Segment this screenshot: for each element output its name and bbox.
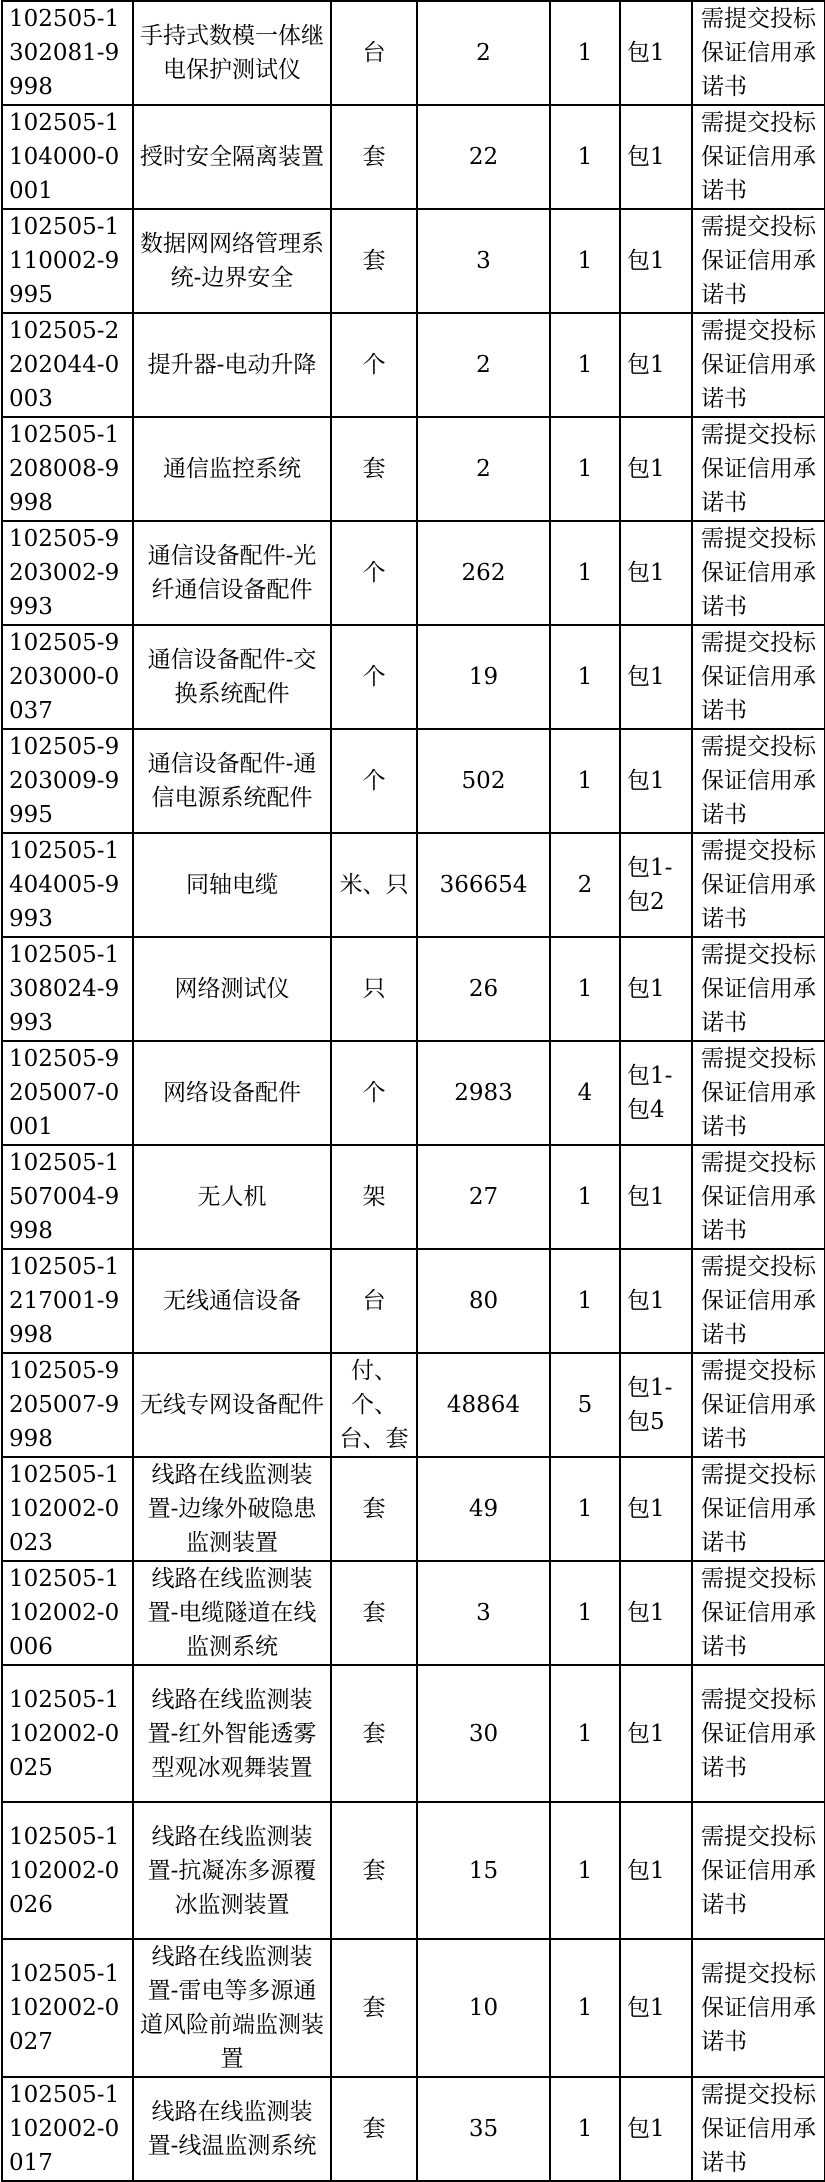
table-row	[2, 313, 825, 417]
quantity-cell: 22	[417, 105, 550, 209]
requirement-note-cell: 需提交投标保证信用承诺书	[692, 1041, 825, 1145]
item-code-cell: 102505-1102002-0017	[2, 2077, 133, 2181]
quantity-cell: 366654	[417, 833, 550, 937]
item-code-cell: 102505-1102002-0006	[2, 1561, 133, 1665]
quantity-cell: 27	[417, 1145, 550, 1249]
package-count-cell: 1	[550, 625, 620, 729]
package-range-cell: 包1-包4	[620, 1041, 692, 1145]
item-code-cell: 102505-9205007-0001	[2, 1041, 133, 1145]
item-code-cell: 102505-1404005-9993	[2, 833, 133, 937]
unit-cell: 套	[331, 1665, 417, 1802]
unit-cell: 套	[331, 1939, 417, 2077]
requirement-note-cell: 需提交投标保证信用承诺书	[692, 729, 825, 833]
package-range-cell: 包1	[620, 1802, 692, 1939]
table-row	[2, 833, 825, 937]
table-row	[2, 521, 825, 625]
unit-cell: 套	[331, 1457, 417, 1561]
table-row	[2, 1353, 825, 1457]
item-code-cell: 102505-1102002-0023	[2, 1457, 133, 1561]
requirement-note-cell: 需提交投标保证信用承诺书	[692, 1457, 825, 1561]
quantity-cell: 2	[417, 313, 550, 417]
unit-cell: 套	[331, 105, 417, 209]
table-row	[2, 1041, 825, 1145]
table-row	[2, 1561, 825, 1665]
table-row	[2, 105, 825, 209]
package-range-cell: 包1	[620, 1145, 692, 1249]
package-range-cell: 包1-包5	[620, 1353, 692, 1457]
item-name-cell: 线路在线监测装置-雷电等多源通道风险前端监测装置	[133, 1939, 331, 2077]
quantity-cell: 30	[417, 1665, 550, 1802]
item-code-cell: 102505-1302081-9998	[2, 1, 133, 105]
package-count-cell: 1	[550, 521, 620, 625]
unit-cell: 付、个、台、套	[331, 1353, 417, 1457]
table-row	[2, 1145, 825, 1249]
package-range-cell: 包1	[620, 1665, 692, 1802]
item-name-cell: 网络设备配件	[133, 1041, 331, 1145]
quantity-cell: 502	[417, 729, 550, 833]
package-count-cell: 1	[550, 1145, 620, 1249]
item-name-cell: 无线专网设备配件	[133, 1353, 331, 1457]
package-range-cell: 包1	[620, 1457, 692, 1561]
unit-cell: 套	[331, 2077, 417, 2181]
table-row	[2, 937, 825, 1041]
item-name-cell: 通信设备配件-光纤通信设备配件	[133, 521, 331, 625]
quantity-cell: 2983	[417, 1041, 550, 1145]
item-code-cell: 102505-1102002-0027	[2, 1939, 133, 2077]
unit-cell: 米、只	[331, 833, 417, 937]
quantity-cell: 262	[417, 521, 550, 625]
package-range-cell: 包1	[620, 1, 692, 105]
package-count-cell: 1	[550, 1939, 620, 2077]
quantity-cell: 10	[417, 1939, 550, 2077]
item-name-cell: 通信设备配件-通信电源系统配件	[133, 729, 331, 833]
package-count-cell: 1	[550, 313, 620, 417]
unit-cell: 套	[331, 209, 417, 313]
package-range-cell: 包1	[620, 1561, 692, 1665]
item-code-cell: 102505-1308024-9993	[2, 937, 133, 1041]
item-name-cell: 无线通信设备	[133, 1249, 331, 1353]
requirement-note-cell: 需提交投标保证信用承诺书	[692, 1665, 825, 1802]
package-range-cell: 包1	[620, 1939, 692, 2077]
requirement-note-cell: 需提交投标保证信用承诺书	[692, 625, 825, 729]
item-name-cell: 线路在线监测装置-边缘外破隐患监测装置	[133, 1457, 331, 1561]
item-name-cell: 线路在线监测装置-线温监测系统	[133, 2077, 331, 2181]
table-row	[2, 1, 825, 105]
item-name-cell: 提升器-电动升降	[133, 313, 331, 417]
requirement-note-cell: 需提交投标保证信用承诺书	[692, 209, 825, 313]
item-code-cell: 102505-1217001-9998	[2, 1249, 133, 1353]
package-count-cell: 1	[550, 729, 620, 833]
requirement-note-cell: 需提交投标保证信用承诺书	[692, 2077, 825, 2181]
table-row	[2, 1802, 825, 1939]
item-name-cell: 同轴电缆	[133, 833, 331, 937]
package-count-cell: 2	[550, 833, 620, 937]
requirement-note-cell: 需提交投标保证信用承诺书	[692, 1561, 825, 1665]
package-count-cell: 1	[550, 1802, 620, 1939]
unit-cell: 套	[331, 417, 417, 521]
package-range-cell: 包1	[620, 417, 692, 521]
item-code-cell: 102505-1102002-0026	[2, 1802, 133, 1939]
unit-cell: 套	[331, 1561, 417, 1665]
unit-cell: 台	[331, 1249, 417, 1353]
item-code-cell: 102505-1102002-0025	[2, 1665, 133, 1802]
table-row	[2, 1939, 825, 2077]
item-code-cell: 102505-9203002-9993	[2, 521, 133, 625]
unit-cell: 套	[331, 1802, 417, 1939]
package-range-cell: 包1	[620, 625, 692, 729]
item-name-cell: 无人机	[133, 1145, 331, 1249]
unit-cell: 个	[331, 1041, 417, 1145]
quantity-cell: 15	[417, 1802, 550, 1939]
table-row	[2, 1457, 825, 1561]
tender-items-table	[1, 0, 825, 2182]
quantity-cell: 2	[417, 1, 550, 105]
quantity-cell: 49	[417, 1457, 550, 1561]
table-body	[2, 1, 825, 2181]
package-range-cell: 包1	[620, 937, 692, 1041]
quantity-cell: 80	[417, 1249, 550, 1353]
item-code-cell: 102505-9205007-9998	[2, 1353, 133, 1457]
package-count-cell: 1	[550, 937, 620, 1041]
package-count-cell: 1	[550, 1249, 620, 1353]
item-name-cell: 线路在线监测装置-红外智能透雾型观冰观舞装置	[133, 1665, 331, 1802]
quantity-cell: 2	[417, 417, 550, 521]
package-range-cell: 包1	[620, 1249, 692, 1353]
requirement-note-cell: 需提交投标保证信用承诺书	[692, 105, 825, 209]
package-count-cell: 1	[550, 417, 620, 521]
unit-cell: 个	[331, 521, 417, 625]
unit-cell: 个	[331, 625, 417, 729]
quantity-cell: 35	[417, 2077, 550, 2181]
package-range-cell: 包1	[620, 729, 692, 833]
quantity-cell: 19	[417, 625, 550, 729]
requirement-note-cell: 需提交投标保证信用承诺书	[692, 1145, 825, 1249]
table-row	[2, 209, 825, 313]
package-count-cell: 1	[550, 1, 620, 105]
item-code-cell: 102505-1507004-9998	[2, 1145, 133, 1249]
item-name-cell: 网络测试仪	[133, 937, 331, 1041]
requirement-note-cell: 需提交投标保证信用承诺书	[692, 1249, 825, 1353]
package-range-cell: 包1	[620, 521, 692, 625]
quantity-cell: 3	[417, 209, 550, 313]
item-code-cell: 102505-1110002-9995	[2, 209, 133, 313]
requirement-note-cell: 需提交投标保证信用承诺书	[692, 937, 825, 1041]
package-count-cell: 1	[550, 1457, 620, 1561]
package-range-cell: 包1	[620, 313, 692, 417]
requirement-note-cell: 需提交投标保证信用承诺书	[692, 833, 825, 937]
item-code-cell: 102505-9203000-0037	[2, 625, 133, 729]
item-name-cell: 授时安全隔离装置	[133, 105, 331, 209]
package-count-cell: 1	[550, 1561, 620, 1665]
table-row	[2, 417, 825, 521]
item-name-cell: 手持式数模一体继电保护测试仪	[133, 1, 331, 105]
unit-cell: 架	[331, 1145, 417, 1249]
table-row	[2, 1665, 825, 1802]
quantity-cell: 26	[417, 937, 550, 1041]
item-code-cell: 102505-2202044-0003	[2, 313, 133, 417]
package-count-cell: 1	[550, 2077, 620, 2181]
requirement-note-cell: 需提交投标保证信用承诺书	[692, 417, 825, 521]
requirement-note-cell: 需提交投标保证信用承诺书	[692, 313, 825, 417]
package-range-cell: 包1	[620, 209, 692, 313]
item-name-cell: 通信监控系统	[133, 417, 331, 521]
unit-cell: 个	[331, 729, 417, 833]
requirement-note-cell: 需提交投标保证信用承诺书	[692, 1939, 825, 2077]
package-count-cell: 1	[550, 105, 620, 209]
package-range-cell: 包1	[620, 105, 692, 209]
quantity-cell: 48864	[417, 1353, 550, 1457]
item-name-cell: 数据网网络管理系统-边界安全	[133, 209, 331, 313]
table-row	[2, 729, 825, 833]
unit-cell: 台	[331, 1, 417, 105]
item-code-cell: 102505-9203009-9995	[2, 729, 133, 833]
table-row	[2, 1249, 825, 1353]
item-name-cell: 线路在线监测装置-抗凝冻多源覆冰监测装置	[133, 1802, 331, 1939]
package-count-cell: 1	[550, 1665, 620, 1802]
package-count-cell: 1	[550, 209, 620, 313]
requirement-note-cell: 需提交投标保证信用承诺书	[692, 1353, 825, 1457]
package-count-cell: 5	[550, 1353, 620, 1457]
item-name-cell: 通信设备配件-交换系统配件	[133, 625, 331, 729]
item-name-cell: 线路在线监测装置-电缆隧道在线监测系统	[133, 1561, 331, 1665]
package-range-cell: 包1	[620, 2077, 692, 2181]
quantity-cell: 3	[417, 1561, 550, 1665]
requirement-note-cell: 需提交投标保证信用承诺书	[692, 521, 825, 625]
package-range-cell: 包1-包2	[620, 833, 692, 937]
requirement-note-cell: 需提交投标保证信用承诺书	[692, 1802, 825, 1939]
table-row	[2, 625, 825, 729]
package-count-cell: 4	[550, 1041, 620, 1145]
item-code-cell: 102505-1104000-0001	[2, 105, 133, 209]
requirement-note-cell: 需提交投标保证信用承诺书	[692, 1, 825, 105]
item-code-cell: 102505-1208008-9998	[2, 417, 133, 521]
unit-cell: 个	[331, 313, 417, 417]
unit-cell: 只	[331, 937, 417, 1041]
table-row	[2, 2077, 825, 2181]
